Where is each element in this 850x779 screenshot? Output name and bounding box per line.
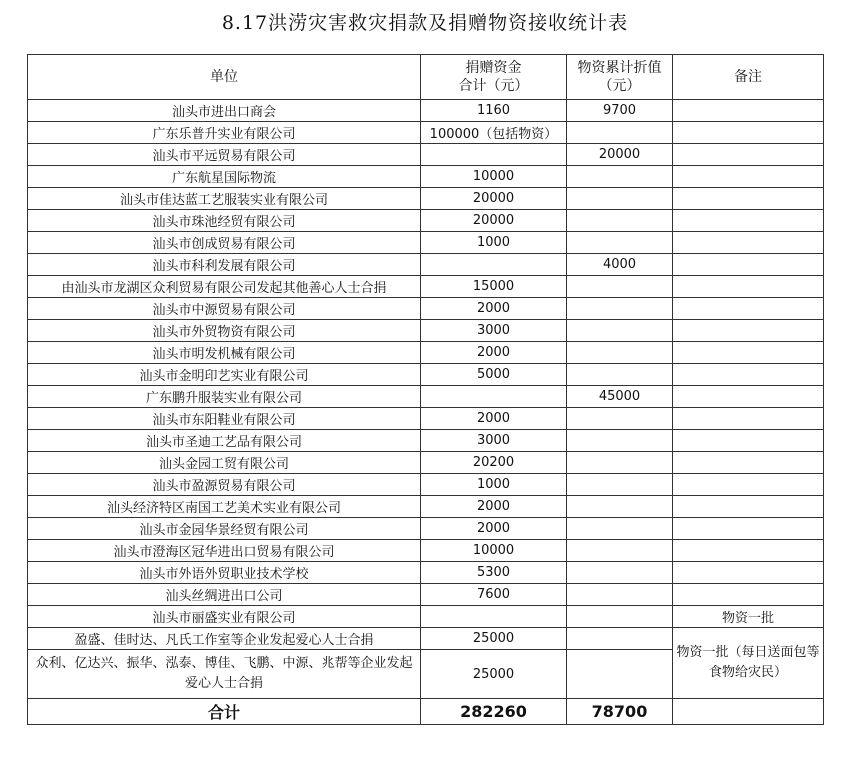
cell-note (673, 496, 824, 518)
cell-cash: 5000 (421, 364, 567, 386)
cell-goods: 20000 (567, 144, 673, 166)
cell-note (673, 254, 824, 276)
cell-cash: 20000 (421, 188, 567, 210)
cell-goods (567, 364, 673, 386)
cell-unit: 广东乐普升实业有限公司 (28, 122, 421, 144)
table-row (28, 298, 824, 320)
cell-cash: 2000 (421, 408, 567, 430)
table-row (28, 100, 824, 122)
cell-cash: 20200 (421, 452, 567, 474)
cell-unit: 汕头市创成贸易有限公司 (28, 232, 421, 254)
cell-unit: 由汕头市龙湖区众利贸易有限公司发起其他善心人士合捐 (28, 276, 421, 298)
cell-goods (567, 188, 673, 210)
cell-goods (567, 320, 673, 342)
table-row (28, 518, 824, 540)
table-row (28, 364, 824, 386)
cell-unit: 汕头市金明印艺实业有限公司 (28, 364, 421, 386)
cell-unit: 汕头市中源贸易有限公司 (28, 298, 421, 320)
cell-unit: 汕头市科利发展有限公司 (28, 254, 421, 276)
cell-note (673, 386, 824, 408)
cell-note (673, 232, 824, 254)
cell-cash: 3000 (421, 320, 567, 342)
table-row (28, 276, 824, 298)
table-row (28, 386, 824, 408)
cell-cash: 10000 (421, 540, 567, 562)
cell-goods (567, 518, 673, 540)
table-row (28, 562, 824, 584)
cell-unit: 汕头市外语外贸职业技术学校 (28, 562, 421, 584)
cell-cash (421, 606, 567, 628)
table-row (28, 606, 824, 628)
total-row (28, 699, 824, 725)
cell-note (673, 144, 824, 166)
total-note (673, 699, 824, 725)
table-row (28, 408, 824, 430)
header-goods: 物资累计折值 （元） (567, 55, 673, 100)
cell-unit: 汕头市进出口商会 (28, 100, 421, 122)
cell-note (673, 518, 824, 540)
cell-unit: 汕头市丽盛实业有限公司 (28, 606, 421, 628)
header-note: 备注 (673, 55, 824, 100)
cell-note (673, 474, 824, 496)
cell-goods (567, 408, 673, 430)
table-row (28, 452, 824, 474)
table-row (28, 232, 824, 254)
cell-cash: 1160 (421, 100, 567, 122)
total-cash: 282260 (421, 699, 567, 725)
cell-goods (567, 562, 673, 584)
cell-unit: 汕头市明发机械有限公司 (28, 342, 421, 364)
cell-cash: 2000 (421, 298, 567, 320)
cell-goods (567, 606, 673, 628)
cell-cash: 2000 (421, 496, 567, 518)
cell-goods (567, 452, 673, 474)
cell-unit: 广东鹏升服装实业有限公司 (28, 386, 421, 408)
cell-note (673, 408, 824, 430)
cell-cash: 10000 (421, 166, 567, 188)
cell-goods (567, 298, 673, 320)
total-goods: 78700 (567, 699, 673, 725)
cell-goods: 45000 (567, 386, 673, 408)
donation-table (27, 54, 824, 725)
table-row (28, 584, 824, 606)
cell-note (673, 452, 824, 474)
cell-unit: 汕头金园工贸有限公司 (28, 452, 421, 474)
cell-note (673, 430, 824, 452)
cell-goods (567, 650, 673, 699)
cell-cash: 25000 (421, 628, 567, 650)
table-row (28, 210, 824, 232)
cell-cash: 7600 (421, 584, 567, 606)
cell-cash (421, 386, 567, 408)
header-row (28, 55, 824, 100)
cell-goods (567, 342, 673, 364)
cell-cash: 3000 (421, 430, 567, 452)
document-title: 8.17洪涝灾害救灾捐款及捐赠物资接收统计表 (221, 12, 629, 34)
cell-unit: 汕头市金园华景经贸有限公司 (28, 518, 421, 540)
cell-goods (567, 276, 673, 298)
cell-unit: 广东航星国际物流 (28, 166, 421, 188)
cell-note (673, 122, 824, 144)
cell-cash: 25000 (421, 650, 567, 699)
cell-note (673, 584, 824, 606)
cell-goods (567, 210, 673, 232)
cell-cash: 20000 (421, 210, 567, 232)
cell-note (673, 188, 824, 210)
cell-unit: 汕头市外贸物资有限公司 (28, 320, 421, 342)
cell-unit: 盈盛、佳时达、凡氏工作室等企业发起爱心人士合捐 (28, 628, 421, 650)
cell-unit: 汕头市东阳鞋业有限公司 (28, 408, 421, 430)
cell-cash: 1000 (421, 232, 567, 254)
cell-goods: 9700 (567, 100, 673, 122)
table-row (28, 144, 824, 166)
table-row (28, 122, 824, 144)
cell-note (673, 364, 824, 386)
cell-goods (567, 628, 673, 650)
cell-goods (567, 166, 673, 188)
table-row (28, 254, 824, 276)
total-label: 合计 (28, 699, 421, 725)
cell-cash (421, 144, 567, 166)
cell-cash: 2000 (421, 342, 567, 364)
cell-goods: 4000 (567, 254, 673, 276)
cell-note (673, 166, 824, 188)
cell-unit: 汕头市盈源贸易有限公司 (28, 474, 421, 496)
table-row (28, 628, 824, 650)
cell-note (673, 100, 824, 122)
cell-goods (567, 496, 673, 518)
cell-goods (567, 474, 673, 496)
cell-goods (567, 540, 673, 562)
header-cash: 捐赠资金 合计（元） (421, 55, 567, 100)
table-row (28, 430, 824, 452)
cell-note (673, 210, 824, 232)
cell-note (673, 540, 824, 562)
cell-goods (567, 122, 673, 144)
cell-cash: 2000 (421, 518, 567, 540)
cell-cash: 5300 (421, 562, 567, 584)
cell-note (673, 276, 824, 298)
cell-cash (421, 254, 567, 276)
cell-unit: 汕头丝绸进出口公司 (28, 584, 421, 606)
table-row (28, 474, 824, 496)
table-row (28, 188, 824, 210)
cell-note (673, 342, 824, 364)
cell-unit: 汕头市平远贸易有限公司 (28, 144, 421, 166)
cell-cash: 100000（包括物资） (421, 122, 567, 144)
cell-goods (567, 232, 673, 254)
cell-note: 物资一批（每日送面包等食物给灾民） (673, 628, 824, 699)
cell-unit: 汕头市澄海区冠华进出口贸易有限公司 (28, 540, 421, 562)
table-row (28, 320, 824, 342)
table-row (28, 342, 824, 364)
cell-unit: 汕头经济特区南国工艺美术实业有限公司 (28, 496, 421, 518)
cell-goods (567, 584, 673, 606)
table-row (28, 496, 824, 518)
cell-unit: 汕头市佳达蓝工艺服装实业有限公司 (28, 188, 421, 210)
table-row (28, 540, 824, 562)
cell-note: 物资一批 (673, 606, 824, 628)
cell-cash: 15000 (421, 276, 567, 298)
cell-unit: 汕头市圣迪工艺品有限公司 (28, 430, 421, 452)
cell-note (673, 298, 824, 320)
cell-unit: 汕头市珠池经贸有限公司 (28, 210, 421, 232)
cell-goods (567, 430, 673, 452)
cell-note (673, 562, 824, 584)
cell-note (673, 320, 824, 342)
cell-unit: 众利、亿达兴、振华、泓泰、博佳、飞鹏、中源、兆帮等企业发起爱心人士合捐 (28, 650, 421, 699)
table-row (28, 166, 824, 188)
cell-cash: 1000 (421, 474, 567, 496)
header-unit: 单位 (28, 55, 421, 100)
